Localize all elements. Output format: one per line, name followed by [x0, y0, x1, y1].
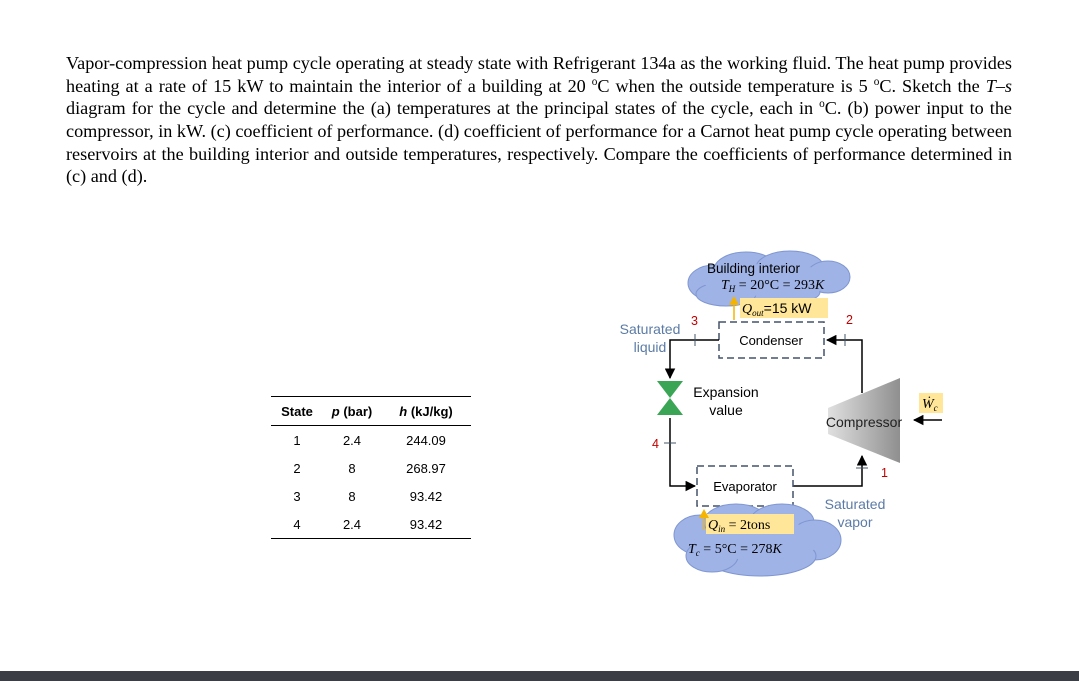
problem-text: C when the outside temperature is 5: [597, 75, 874, 96]
evaporator-label: Evaporator: [713, 479, 777, 494]
expansion-valve-label-line2: value: [709, 402, 743, 418]
building-interior-label: Building interior: [707, 261, 801, 276]
cell-state: 4: [271, 510, 323, 539]
cell-state: 1: [293, 432, 301, 448]
pressure-unit: (bar): [339, 403, 373, 419]
tc-temperature-label: $T_c = 5^\circ C = 278K$: [688, 542, 782, 558]
cell-state: 2: [293, 460, 301, 476]
saturated-vapor-label-line2: vapor: [837, 514, 873, 530]
enthalpy-unit: (kJ/kg): [407, 403, 453, 419]
degree-mark: o: [819, 98, 825, 111]
cell-pressure: 8: [348, 488, 356, 504]
problem-text: C. Sketch the: [879, 75, 986, 96]
degree-mark: o: [591, 75, 598, 88]
th-temperature-label: $T_H = 20^\circ C = 293K$: [721, 278, 825, 294]
cell-enthalpy: 93.42: [409, 488, 443, 504]
cell-enthalpy: 268.97: [406, 460, 446, 476]
state-label-4: 4: [652, 437, 659, 451]
ts-diagram-term: T–s: [985, 75, 1012, 96]
cell-pressure: 2.4: [323, 510, 381, 539]
state-label-2: 2: [846, 313, 853, 327]
problem-text: C. (b) power input to the compressor, in kW. (c) coefficient of performance. (d) coefficient of performance for a Carnot heat pump cycle operating between reservoirs at the building interior and outside temperatures, respectively. Compare the coefficients of performance determined in (c) and (d).: [66, 98, 1012, 187]
qin-label: $Q_{in}$ = 2tons: [708, 518, 771, 534]
condenser-label: Condenser: [739, 333, 803, 348]
pressure-symbol: p: [331, 403, 340, 419]
cell-pressure: 2.4: [342, 432, 362, 448]
work-input-label: Ẇ$_c$: [922, 397, 938, 413]
state-label-1: 1: [881, 466, 888, 480]
degree-mark: o: [873, 75, 880, 88]
state-label-3: 3: [691, 314, 698, 328]
enthalpy-symbol: h: [399, 403, 408, 419]
expansion-valve-label-line1: Expansion: [693, 384, 759, 400]
compressor-label: Compressor: [825, 414, 903, 430]
saturated-liquid-label-line2: liquid: [633, 339, 667, 355]
cell-enthalpy: 93.42: [381, 510, 471, 539]
bottom-bar: [0, 671, 1079, 681]
problem-text: diagram for the cycle and determine the (a) temperatures at the principal states of the cycle, each in: [66, 98, 820, 119]
cell-pressure: 8: [348, 460, 356, 476]
qout-label: $Q_{out}=15$ kW: [742, 300, 812, 318]
problem-text: Vapor-compression heat pump cycle operating at steady state with Refrigerant 134a as the working fluid. The heat pump provides heating at a rate of 15 kW to maintain the interior of a building at 20: [66, 53, 1012, 96]
expansion-valve-icon: [657, 381, 683, 415]
saturated-vapor-label-line1: Saturated: [824, 496, 886, 512]
cell-state: 3: [293, 488, 301, 504]
cell-enthalpy: 244.09: [406, 432, 446, 448]
saturated-liquid-label-line1: Saturated: [619, 321, 681, 337]
header-state: State: [271, 397, 323, 426]
